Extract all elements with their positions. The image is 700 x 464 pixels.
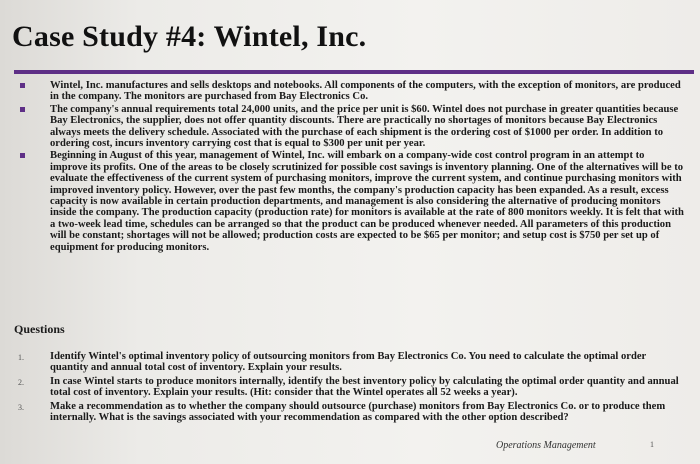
bullet-item xyxy=(14,104,684,150)
bullet-square-icon xyxy=(20,83,25,88)
bullet-item xyxy=(14,80,684,103)
bullet-list xyxy=(14,80,684,254)
question-item xyxy=(14,401,684,424)
question-number: 3. xyxy=(18,402,24,412)
question-number: 2. xyxy=(18,377,24,387)
question-number: 1. xyxy=(18,353,24,362)
footer-course-title: Operations Management xyxy=(496,440,596,451)
questions-list xyxy=(14,351,684,425)
bullet-text: Wintel, Inc. manufactures and sells desktops and notebooks. All components of the computers, with the exception of monitors, are produced in the company. The monitors are purchased from Bay Electronics Co. xyxy=(50,80,681,103)
bullet-text: The company's annual requirements total 24,000 units, and the price per unit is $60. Wintel does not purchase in greater quantities because Bay Electronics, the supplier, does not offer quantity discounts. There are practically no shortages of monitors because Bay Electronics always meets the delivery schedule. Associated with the purchase of each shipment is the ordering cost of $1000 per order. In addition to ordering cost, incurs inventory carrying cost that is equal to $300 per unit per year. xyxy=(50,103,679,150)
bullet-square-icon xyxy=(20,153,25,158)
bullet-square-icon xyxy=(20,107,25,112)
slide-title: Case Study #4: Wintel, Inc. xyxy=(12,20,367,53)
bullet-text: Beginning in August of this year, management of Wintel, Inc. will embark on a company-wide cost control program in an attempt to improve its profits. One of the areas to be closely scrutinized for possible cost savings is inventory planning. One of the alternatives will be to evaluate the effectiveness of the current system of purchasing monitors, improve the current system, and continue purchasing monitors with improved inventory policy. However, over the past few months, the company's production capacity has been expanded. As a result, excess capacity is now available in certain production departments, and management is also considering the alternative of producing monitors inside the company. The production capacity (production rate) for monitors is available at the rate of 800 monitors weekly. It is felt that with a two-week lead time, schedules can be arranged so that the product can be produced whenever needed. All parameters of this production will be constant; shortages will not be allowed; production costs are expected to be $65 per monitor; and setup cost is $750 per set up of equipment for producing monitors. xyxy=(50,150,684,253)
question-text: Make a recommendation as to whether the company should outsource (purchase) monitors from Bay Electronics Co. or to produce them internally. What is the savings associated with your recommendation as compared with the other option described? xyxy=(50,400,666,424)
question-item xyxy=(14,376,684,399)
questions-heading: Questions xyxy=(14,322,65,336)
question-text: In case Wintel starts to produce monitors internally, identify the best inventory policy by calculating the optimal order quantity and annual total cost of inventory. Explain your results. (Hit: consider that the Wintel operates all 52 weeks a year). xyxy=(50,375,679,399)
bullet-item xyxy=(14,150,684,253)
title-divider xyxy=(14,70,694,74)
question-item xyxy=(14,351,684,374)
question-text: Identify Wintel's optimal inventory policy of outsourcing monitors from Bay Electronics Co. You need to calculate the optimal order quantity and annual total cost of inventory. Explain your results. xyxy=(50,351,647,374)
page-number: 1 xyxy=(650,440,654,449)
